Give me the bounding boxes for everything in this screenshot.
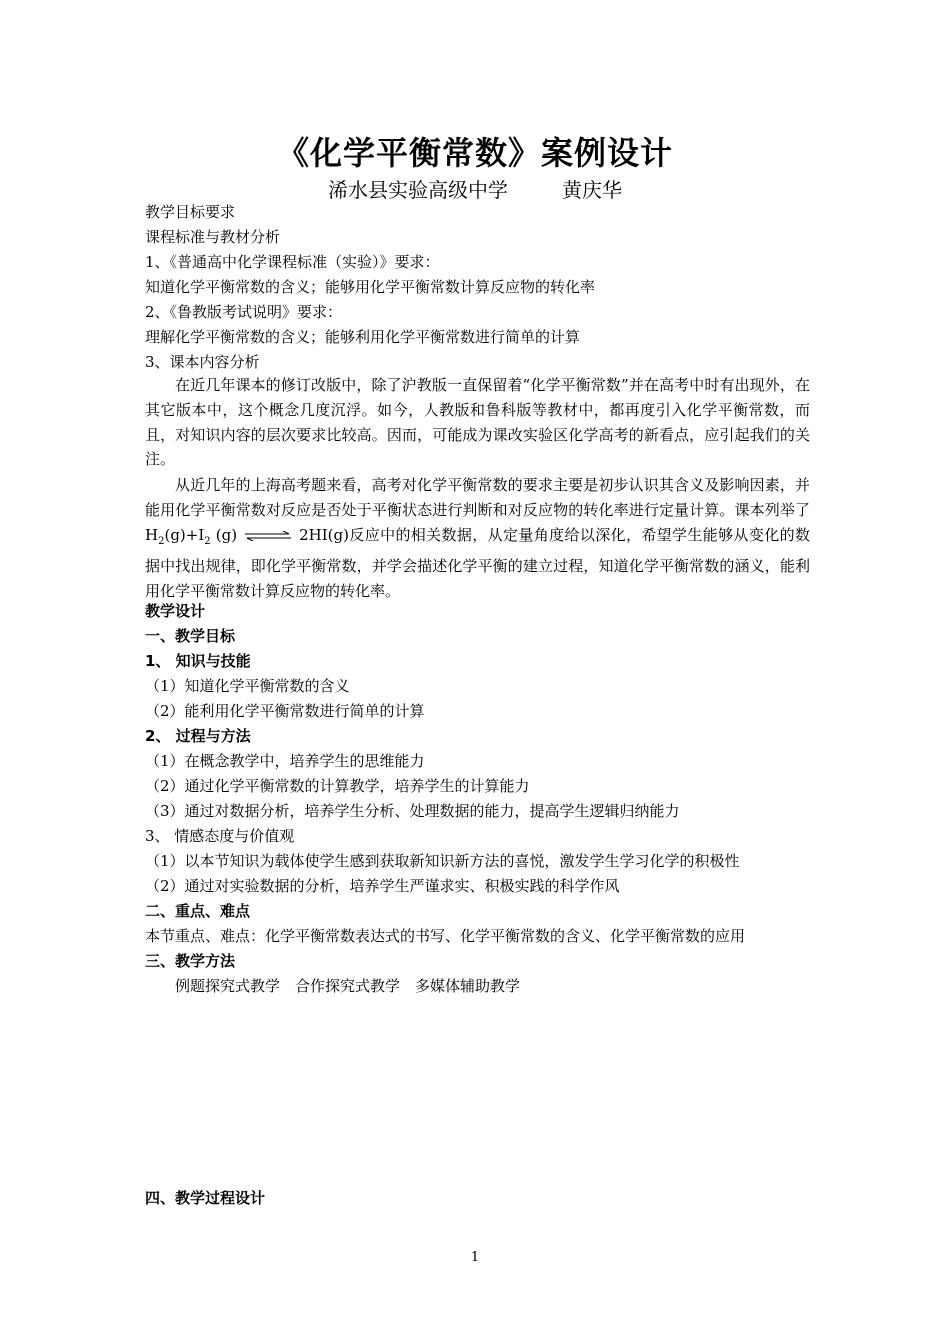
subheading-knowledge-skills: 1、 知识与技能 xyxy=(145,652,251,670)
equilibrium-arrow-icon xyxy=(243,531,293,541)
text-line: 本节重点、难点：化学平衡常数表达式的书写、化学平衡常数的含义、化学平衡常数的应用 xyxy=(145,927,746,945)
reaction-equation: $H_2(g)+I_2$ (g) 2HI(g) xyxy=(145,525,349,547)
text-line: 理解化学平衡常数的含义；能够利用化学平衡常数进行简单的计算 xyxy=(145,328,581,346)
list-item: （1）以本节知识为载体使学生感到获取新知识新方法的喜悦，激发学生学习化学的积极性 xyxy=(145,852,740,870)
list-item: （1）在概念教学中，培养学生的思维能力 xyxy=(145,752,425,770)
list-item: （2）通过对实验数据的分析，培养学生严谨求实、积极实践的科学作风 xyxy=(145,877,620,895)
subheading-process-methods: 2、 过程与方法 xyxy=(145,727,251,745)
paragraph-exam-analysis: 从近几年的上海高考题来看，高考对化学平衡常数的要求主要是初步认识其含义及影响因素，并能用化学平衡常数对反应是否处于平衡状态进行判断和对反应物的转化率进行定量计算。课本列举了$H_2(g)+I_2$ (g) 2HI(g)反应中的相关数据，从定量角度给以深化，希望学生能够从变化的数据中找出规律，即化学平衡常数，并学会描述化学平衡的建立过程，知道化学平衡常数的涵义，能利用化学平衡常数计算反应物的转化率。 xyxy=(145,476,810,601)
text-line: 3、课本内容分析 xyxy=(145,353,260,371)
text-line: 知道化学平衡常数的含义；能够用化学平衡常数计算反应物的转化率 xyxy=(145,278,596,296)
section-label: 课程标准与教材分析 xyxy=(145,228,281,246)
document-title: 《化学平衡常数》案例设计 xyxy=(276,134,673,172)
author-name: 黄庆华 xyxy=(562,178,622,202)
text-line: 例题探究式教学 合作探究式教学 多媒体辅助教学 xyxy=(175,977,521,995)
section-label: 教学目标要求 xyxy=(145,203,236,221)
list-item: （2）通过化学平衡常数的计算教学，培养学生的计算能力 xyxy=(145,777,530,795)
document-subtitle xyxy=(0,174,950,203)
heading-teaching-methods: 三、教学方法 xyxy=(145,952,236,970)
text-line: 1、《普通高中化学课程标准（实验）》要求： xyxy=(145,253,440,271)
heading-teaching-process: 四、教学过程设计 xyxy=(145,1189,266,1207)
subheading-attitudes-values: 3、 情感态度与价值观 xyxy=(145,827,295,845)
heading-teaching-design: 教学设计 xyxy=(145,602,206,620)
list-item: （1）知道化学平衡常数的含义 xyxy=(145,677,350,695)
text-line: 2、《鲁教版考试说明》要求： xyxy=(145,303,343,321)
paragraph-textbook-analysis: 在近几年课本的修订改版中，除了沪教版一直保留着“化学平衡常数”并在高考中时有出现外，在其它版本中，这个概念几度沉浮。如今，人教版和鲁科版等教材中，都再度引入化学平衡常数，而且，对知识内容的层次要求比较高。因而，可能成为课改实验区化学高考的新看点，应引起我们的关注。 xyxy=(145,376,810,469)
list-item: （2）能利用化学平衡常数进行简单的计算 xyxy=(145,702,425,720)
school-name: 浠水县实验高级中学 xyxy=(328,178,508,202)
heading-teaching-goals: 一、教学目标 xyxy=(145,627,236,645)
heading-key-difficult-points: 二、重点、难点 xyxy=(145,902,251,920)
list-item: （3）通过对数据分析，培养学生分析、处理数据的能力，提高学生逻辑归纳能力 xyxy=(145,802,680,820)
page-number: 1 xyxy=(470,1250,480,1265)
